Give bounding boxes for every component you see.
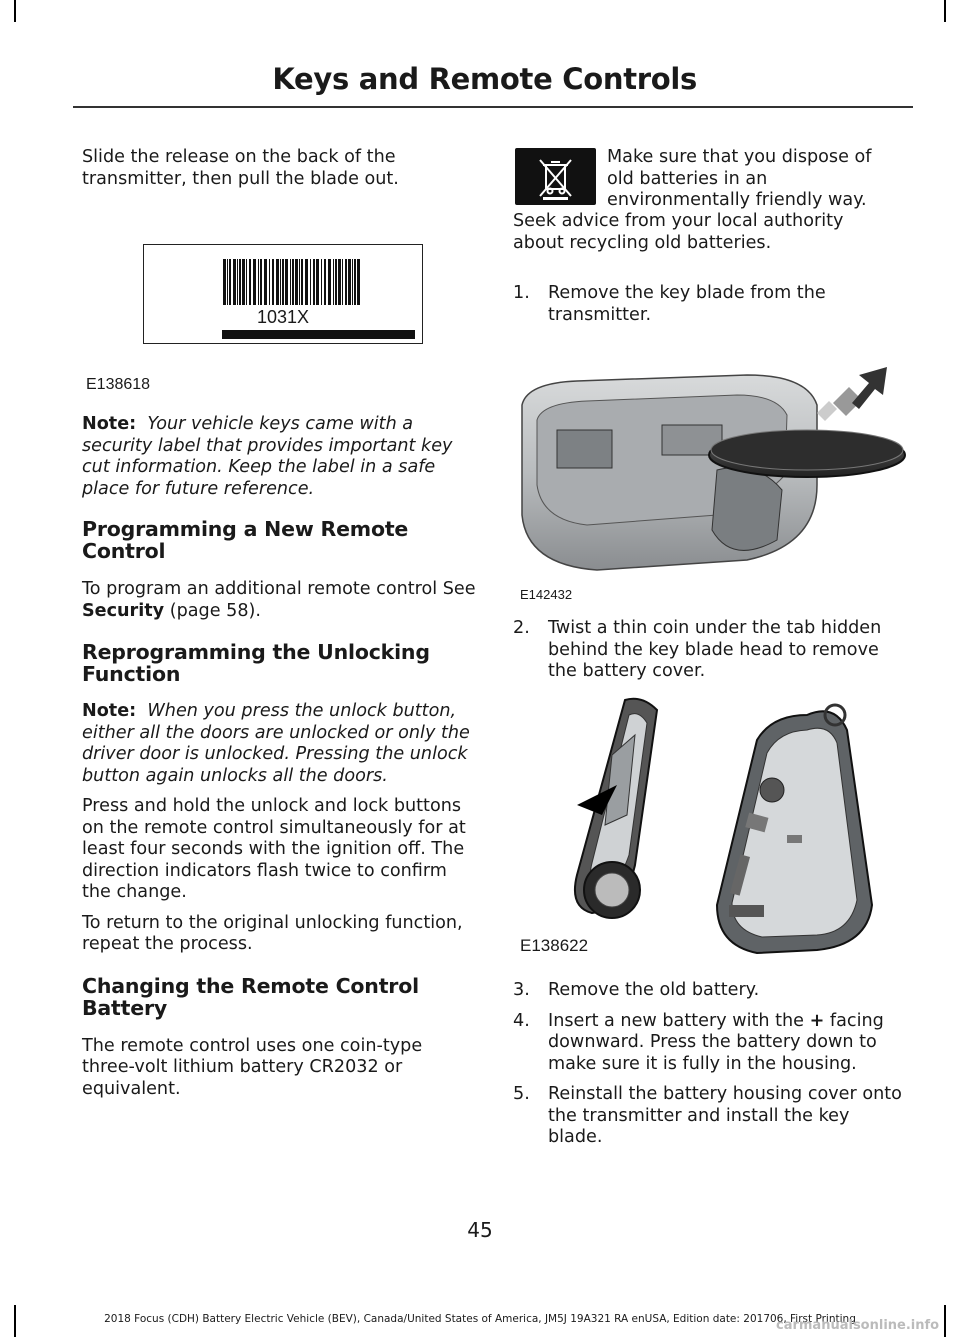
watermark: carmanualsonline.info: [776, 1318, 940, 1333]
list-item: [513, 283, 898, 326]
barcode-bar: [249, 259, 251, 305]
note-text: Your vehicle keys came with a security label that provides important key cut information. Keep the label in a safe place for future reference.: [82, 414, 453, 499]
label-black-bar: [222, 330, 415, 339]
left-column-body: [82, 414, 477, 1100]
programming-page-ref: (page 58).: [164, 600, 261, 621]
barcode-bar: [310, 259, 311, 305]
barcode-bar: [260, 259, 262, 305]
step-number: 1.: [513, 283, 530, 303]
barcode-bar: [324, 259, 326, 305]
figure-caption-e138618: E138618: [86, 376, 151, 393]
header-rule: [73, 106, 913, 108]
step-text: Remove the key blade from the transmitter.: [548, 283, 826, 325]
barcode-bar: [258, 259, 259, 305]
step-1: [513, 283, 898, 326]
paragraph-battery: The remote control uses one coin-type three-volt lithium battery CR2032 or equivalent.: [82, 1035, 423, 1099]
step-text: Remove the old battery.: [548, 980, 760, 1000]
step-number: 3.: [513, 980, 530, 1000]
barcode-bar: [253, 259, 256, 305]
note-unlock: [82, 701, 477, 787]
figure-caption-e138622: E138622: [520, 936, 589, 955]
crop-mark-top-left: [14, 0, 16, 22]
security-label-figure: [143, 244, 423, 344]
barcode-bar: [328, 259, 331, 305]
barcode-bar: [280, 259, 281, 305]
figure-caption-e142432: E142432: [520, 587, 573, 602]
paragraph-return: To return to the original unlocking function, repeat the process.: [82, 912, 463, 954]
barcode-bar: [342, 259, 343, 305]
step-text: [548, 1011, 903, 1076]
step-text-post: facing downward. Press the battery down to make sure it is fully in the housing.: [548, 1010, 884, 1074]
barcode-bar: [242, 259, 245, 305]
step-text-pre: Insert a new battery with the: [548, 1010, 810, 1031]
barcode-bar: [282, 259, 284, 305]
programming-text-body: To program an additional remote control See: [82, 579, 476, 599]
note-label: Note:: [82, 414, 137, 434]
list-item: [513, 618, 908, 683]
note-label: Note:: [82, 701, 137, 721]
barcode-bar: [313, 259, 315, 305]
barcode-bar: [348, 259, 351, 305]
step-2: [513, 618, 908, 683]
barcode-bar: [223, 259, 226, 305]
barcode-bar: [354, 259, 356, 305]
barcode-bar: [305, 259, 308, 305]
barcode-bar: [229, 259, 231, 305]
left-column: [82, 147, 477, 190]
list-item: [513, 1084, 908, 1149]
barcode-bar: [338, 259, 341, 305]
open-transmitter-illustration: [517, 695, 909, 957]
barcode-bar: [321, 259, 322, 305]
note-security-label: [82, 414, 477, 500]
barcode-bar: [357, 259, 360, 305]
heading-reprogramming: Reprogramming the Unlocking Function: [82, 640, 430, 686]
barcode-bar: [299, 259, 300, 305]
note-text: When you press the unlock button, either all the doors are unlocked or only the driver door is unlocked. Pressing the unlock button again unlocks all the doors.: [82, 701, 470, 786]
dispose-continued: Seek advice from your local authority about recycling old batteries.: [513, 211, 844, 253]
barcode-bar: [301, 259, 303, 305]
barcode-bar: [239, 259, 241, 305]
security-link[interactable]: Security: [82, 600, 165, 621]
barcode-bar: [352, 259, 353, 305]
list-item: [513, 1011, 908, 1076]
barcode-bar: [276, 259, 279, 305]
barcode-bar: [345, 259, 347, 305]
step-number: 4.: [513, 1010, 530, 1031]
battery-removal-illustration: [517, 365, 909, 602]
page-number: 45: [467, 1218, 493, 1242]
barcode-bar: [227, 259, 228, 305]
barcode-bar: [333, 259, 334, 305]
barcode-bar: [285, 259, 288, 305]
recycling-bin-icon: [515, 148, 596, 205]
barcode-bar: [272, 259, 274, 305]
barcode-bar: [295, 259, 298, 305]
heading-programming: Programming a New Remote Control: [82, 517, 409, 563]
barcode-bar: [316, 259, 319, 305]
barcode-bar: [246, 259, 247, 305]
barcode-bar: [269, 259, 270, 305]
barcode-bar: [290, 259, 291, 305]
programming-text: [82, 579, 477, 622]
paragraph-press-hold: Press and hold the unlock and lock buttons on the remote control simultaneously for at least four seconds with the ignition off. The direction indicators flash twice to confirm the change.: [82, 796, 466, 902]
step-number: 5.: [513, 1084, 530, 1104]
plus-symbol: +: [809, 1010, 825, 1031]
barcode-bar: [237, 259, 238, 305]
step-text: Reinstall the battery housing cover onto the transmitter and install the key blade.: [548, 1084, 902, 1147]
step-text: Twist a thin coin under the tab hidden behind the key blade head to remove the battery cover.: [548, 618, 882, 681]
crop-mark-top-right: [944, 0, 946, 22]
barcode-bar: [264, 259, 267, 305]
page-title: Keys and Remote Controls: [272, 62, 697, 96]
dispose-text: Make sure that you dispose of old batteries in an environmentally friendly way.: [607, 147, 872, 210]
barcode-bar: [335, 259, 337, 305]
barcode-bar: [292, 259, 294, 305]
label-code: 1031X: [256, 307, 310, 327]
list-item: [513, 980, 908, 1002]
steps-3-5: [513, 980, 908, 1149]
edition-line: 2018 Focus (CDH) Battery Electric Vehicle (BEV), Canada/United States of America, JM5J 19A321 RA enUSA, Edition date: 201706, First Printing: [104, 1313, 856, 1325]
paragraph-slide-release: Slide the release on the back of the transmitter, then pull the blade out.: [82, 147, 399, 189]
heading-battery: Changing the Remote Control Battery: [82, 973, 419, 1020]
barcode-bar: [233, 259, 236, 305]
step-number: 2.: [513, 618, 530, 638]
